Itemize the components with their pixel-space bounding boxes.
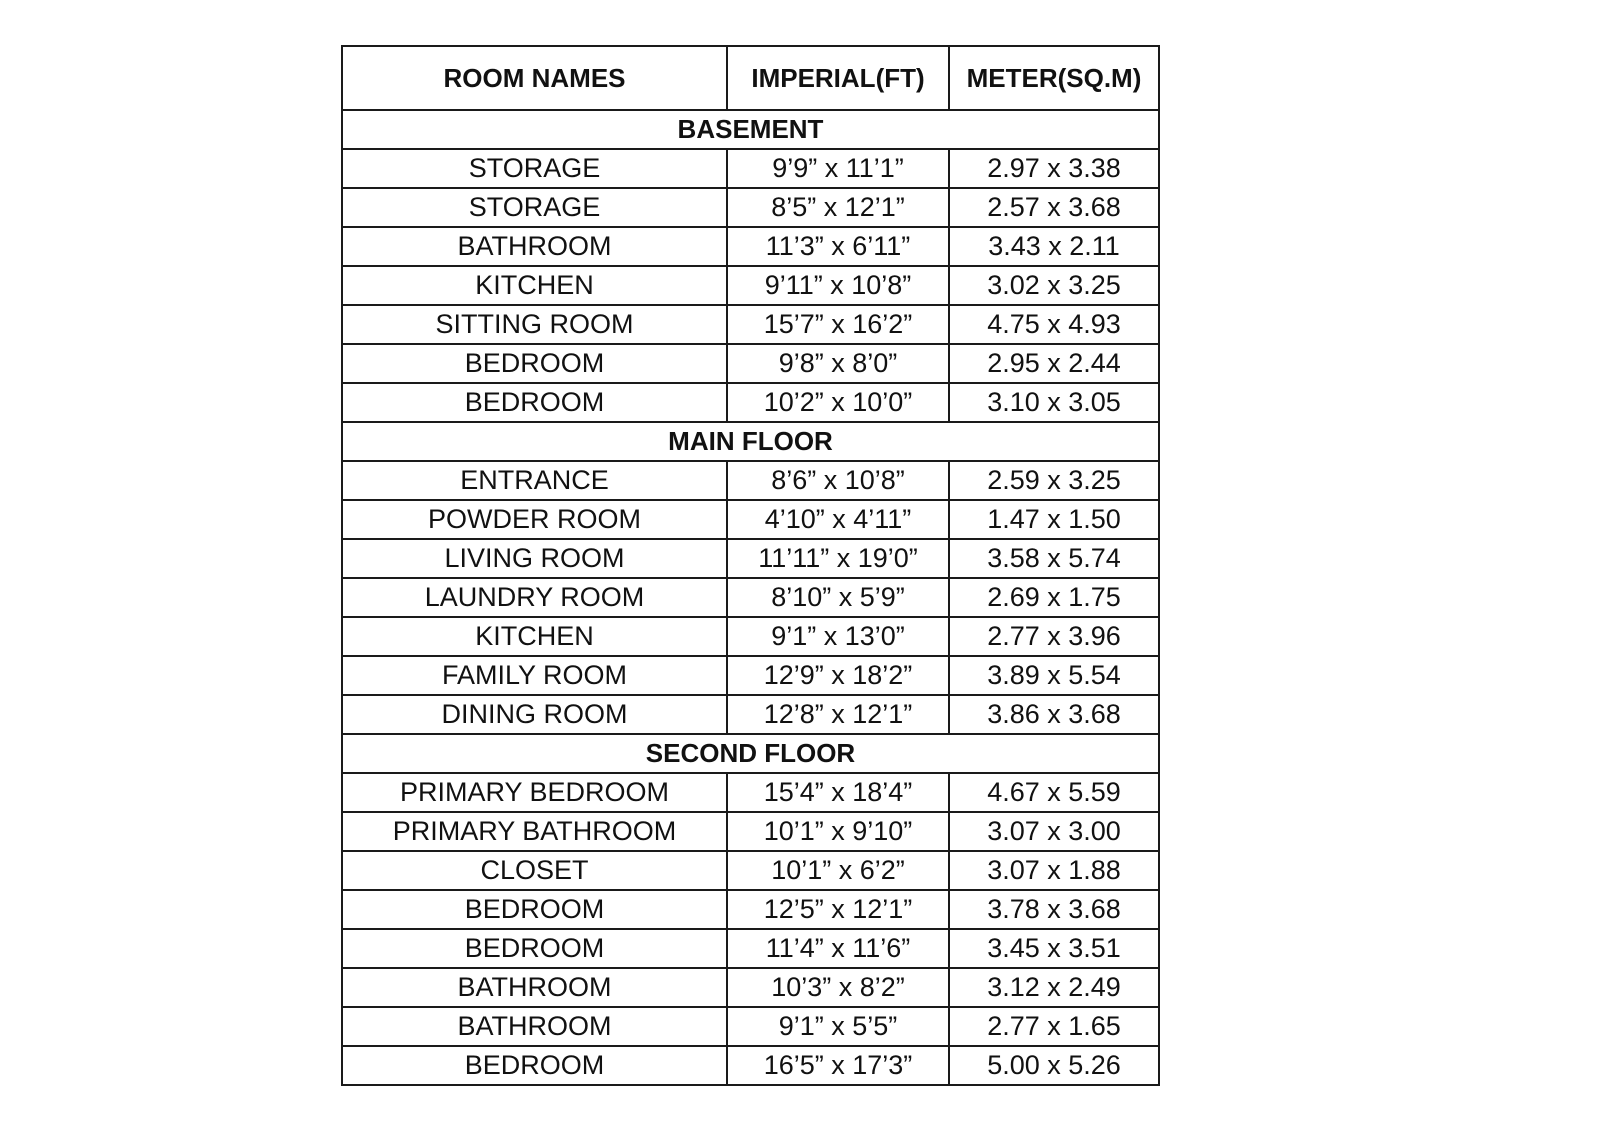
imperial-cell: 15’7” x 16’2”	[727, 305, 949, 344]
imperial-cell: 11’4” x 11’6”	[727, 929, 949, 968]
imperial-cell: 9’9” x 11’1”	[727, 149, 949, 188]
meter-cell: 3.07 x 3.00	[949, 812, 1159, 851]
meter-cell: 5.00 x 5.26	[949, 1046, 1159, 1085]
meter-cell: 3.12 x 2.49	[949, 968, 1159, 1007]
imperial-cell: 12’5” x 12’1”	[727, 890, 949, 929]
imperial-cell: 15’4” x 18’4”	[727, 773, 949, 812]
room-name-cell: ENTRANCE	[342, 461, 727, 500]
imperial-cell: 12’8” x 12’1”	[727, 695, 949, 734]
room-name-cell: KITCHEN	[342, 617, 727, 656]
room-name-cell: FAMILY ROOM	[342, 656, 727, 695]
imperial-cell: 9’11” x 10’8”	[727, 266, 949, 305]
table-row	[342, 890, 1159, 929]
imperial-cell: 10’1” x 6’2”	[727, 851, 949, 890]
header-meter: METER(SQ.M)	[949, 46, 1159, 110]
imperial-cell: 10’1” x 9’10”	[727, 812, 949, 851]
table-row	[342, 812, 1159, 851]
meter-cell: 2.97 x 3.38	[949, 149, 1159, 188]
room-name-cell: LIVING ROOM	[342, 539, 727, 578]
table-row	[342, 656, 1159, 695]
room-name-cell: POWDER ROOM	[342, 500, 727, 539]
section-title: MAIN FLOOR	[342, 422, 1159, 461]
table-row	[342, 500, 1159, 539]
imperial-cell: 11’3” x 6’11”	[727, 227, 949, 266]
meter-cell: 2.77 x 1.65	[949, 1007, 1159, 1046]
table-row	[342, 695, 1159, 734]
section-header-row	[342, 734, 1159, 773]
header-room-names: ROOM NAMES	[342, 46, 727, 110]
room-name-cell: SITTING ROOM	[342, 305, 727, 344]
table-row	[342, 1007, 1159, 1046]
header-imperial: IMPERIAL(FT)	[727, 46, 949, 110]
meter-cell: 3.78 x 3.68	[949, 890, 1159, 929]
table-row	[342, 188, 1159, 227]
imperial-cell: 11’11” x 19’0”	[727, 539, 949, 578]
meter-cell: 3.02 x 3.25	[949, 266, 1159, 305]
table-row	[342, 344, 1159, 383]
section-title: SECOND FLOOR	[342, 734, 1159, 773]
meter-cell: 4.67 x 5.59	[949, 773, 1159, 812]
table-row	[342, 383, 1159, 422]
room-name-cell: CLOSET	[342, 851, 727, 890]
imperial-cell: 9’8” x 8’0”	[727, 344, 949, 383]
table-row	[342, 227, 1159, 266]
meter-cell: 3.89 x 5.54	[949, 656, 1159, 695]
table-row	[342, 929, 1159, 968]
room-name-cell: BEDROOM	[342, 1046, 727, 1085]
imperial-cell: 8’10” x 5’9”	[727, 578, 949, 617]
imperial-cell: 10’2” x 10’0”	[727, 383, 949, 422]
imperial-cell: 16’5” x 17’3”	[727, 1046, 949, 1085]
meter-cell: 4.75 x 4.93	[949, 305, 1159, 344]
meter-cell: 2.95 x 2.44	[949, 344, 1159, 383]
meter-cell: 3.58 x 5.74	[949, 539, 1159, 578]
room-name-cell: STORAGE	[342, 188, 727, 227]
section-title: BASEMENT	[342, 110, 1159, 149]
meter-cell: 1.47 x 1.50	[949, 500, 1159, 539]
imperial-cell: 12’9” x 18’2”	[727, 656, 949, 695]
imperial-cell: 9’1” x 5’5”	[727, 1007, 949, 1046]
room-name-cell: BEDROOM	[342, 383, 727, 422]
room-name-cell: BEDROOM	[342, 929, 727, 968]
imperial-cell: 8’5” x 12’1”	[727, 188, 949, 227]
table-row	[342, 617, 1159, 656]
table-row	[342, 149, 1159, 188]
table-row	[342, 968, 1159, 1007]
room-name-cell: STORAGE	[342, 149, 727, 188]
imperial-cell: 10’3” x 8’2”	[727, 968, 949, 1007]
header-row	[342, 46, 1159, 110]
meter-cell: 3.10 x 3.05	[949, 383, 1159, 422]
meter-cell: 3.86 x 3.68	[949, 695, 1159, 734]
table-row	[342, 1046, 1159, 1085]
room-name-cell: LAUNDRY ROOM	[342, 578, 727, 617]
table-header	[342, 46, 1159, 110]
table-row	[342, 578, 1159, 617]
imperial-cell: 8’6” x 10’8”	[727, 461, 949, 500]
meter-cell: 3.45 x 3.51	[949, 929, 1159, 968]
table-row	[342, 539, 1159, 578]
room-name-cell: BEDROOM	[342, 890, 727, 929]
room-dimensions-table	[341, 45, 1160, 1086]
table-row	[342, 461, 1159, 500]
meter-cell: 3.43 x 2.11	[949, 227, 1159, 266]
room-name-cell: BATHROOM	[342, 227, 727, 266]
imperial-cell: 9’1” x 13’0”	[727, 617, 949, 656]
table-row	[342, 266, 1159, 305]
room-name-cell: BATHROOM	[342, 1007, 727, 1046]
room-name-cell: PRIMARY BATHROOM	[342, 812, 727, 851]
section-header-row	[342, 110, 1159, 149]
table-row	[342, 851, 1159, 890]
section-header-row	[342, 422, 1159, 461]
table-body	[342, 110, 1159, 1085]
room-name-cell: KITCHEN	[342, 266, 727, 305]
table-row	[342, 305, 1159, 344]
meter-cell: 2.59 x 3.25	[949, 461, 1159, 500]
room-name-cell: DINING ROOM	[342, 695, 727, 734]
meter-cell: 3.07 x 1.88	[949, 851, 1159, 890]
meter-cell: 2.77 x 3.96	[949, 617, 1159, 656]
meter-cell: 2.69 x 1.75	[949, 578, 1159, 617]
imperial-cell: 4’10” x 4’11”	[727, 500, 949, 539]
room-name-cell: BEDROOM	[342, 344, 727, 383]
meter-cell: 2.57 x 3.68	[949, 188, 1159, 227]
room-name-cell: PRIMARY BEDROOM	[342, 773, 727, 812]
room-name-cell: BATHROOM	[342, 968, 727, 1007]
table-row	[342, 773, 1159, 812]
